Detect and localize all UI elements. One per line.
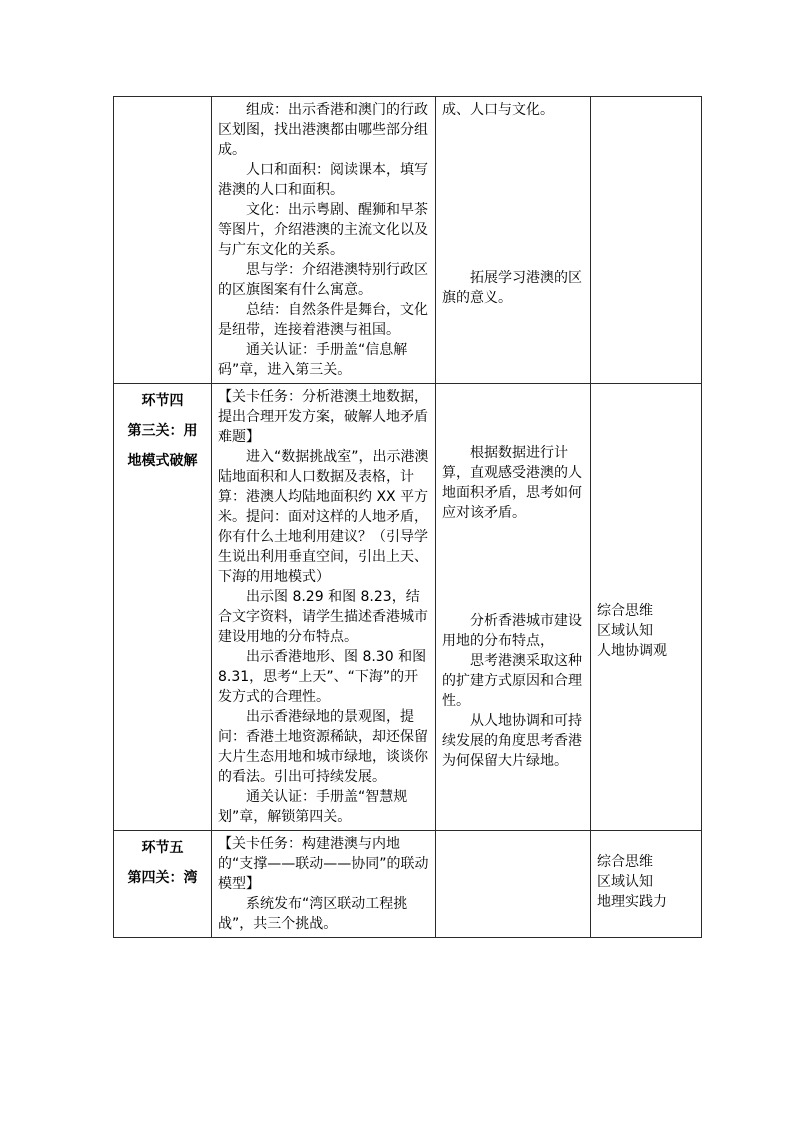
literacy-item: 地理实践力 — [597, 894, 667, 910]
student-step: 从人地协调和可持续发展的角度思考香港为何保留大片绿地。 — [442, 713, 582, 769]
student-step: 拓展学习港澳的区旗的意义。 — [442, 270, 582, 306]
student-activity-cell — [436, 831, 591, 938]
teacher-step: 组成：出示香港和澳门的行政区划图，找出港澳都由哪些部分组成。 — [218, 102, 428, 158]
student-step: 分析香港城市建设用地的分布特点， — [442, 613, 582, 649]
student-step: 根据数据进行计算，直观感受港澳的人地面积矛盾，思考如何应对该矛盾。 — [442, 445, 582, 521]
literacy-cell — [591, 831, 702, 938]
section-stage: 地模式破解 — [127, 453, 198, 469]
teacher-step: 思与学：介绍港澳特别行政区的区旗图案有什么寓意。 — [218, 262, 428, 298]
literacy-cell — [591, 384, 702, 831]
table-row — [114, 831, 702, 938]
table-row — [114, 384, 702, 831]
student-step: 成、人口与文化。 — [442, 102, 554, 118]
teacher-step: 文化：出示粤剧、醒狮和早茶等图片，介绍港澳的主流文化以及与广东文化的关系。 — [218, 202, 428, 258]
section-stage: 第三关：用 — [127, 423, 198, 439]
student-activity-cell — [436, 384, 591, 831]
literacy-item: 区域认知 — [597, 874, 653, 890]
section-name: 环节四 — [141, 393, 184, 409]
teacher-activity-cell — [212, 831, 436, 938]
teacher-step: 出示香港地形、图 8.30 和图 8.31，思考“上天”、“下海”的开发方式的合理性。 — [218, 649, 427, 705]
teacher-step: 出示图 8.29 和图 8.23，结合文字资料，请学生描述香港城市建设用地的分布特点。 — [218, 589, 428, 645]
task-heading: 【关卡任务：分析港澳土地数据，提出合理开发方案，破解人地矛盾难题】 — [218, 389, 428, 445]
literacy-item: 综合思维 — [597, 854, 653, 870]
section-name: 环节五 — [141, 840, 184, 856]
literacy-cell — [591, 97, 702, 384]
student-activity-cell — [436, 97, 591, 384]
task-heading: 【关卡任务：构建港澳与内地的“支撑——联动——协同”的联动模型】 — [218, 836, 429, 892]
teacher-step: 系统发布“湾区联动工程挑战”，共三个挑战。 — [218, 896, 408, 932]
teacher-activity-cell — [212, 384, 436, 831]
section-cell — [114, 831, 212, 938]
section-cell — [114, 97, 212, 384]
teacher-step: 通关认证：手册盖“智慧规划”章，解锁第四关。 — [218, 789, 408, 825]
teacher-step: 通关认证：手册盖“信息解码”章，进入第三关。 — [218, 342, 408, 378]
teacher-step: 进入“数据挑战室”，出示港澳陆地面积和人口数据及表格，计算：港澳人均陆地面积约 XX 平方米。提问：面对这样的人地矛盾，你有什么土地利用建议？（引导学生说出利用垂直空间，引出上天、下海的用地模式） — [218, 449, 429, 585]
teacher-step: 出示香港绿地的景观图，提问：香港土地资源稀缺，却还保留大片生态用地和城市绿地，谈谈你的看法。引出可持续发展。 — [218, 709, 428, 785]
teacher-activity-cell — [212, 97, 436, 384]
section-stage: 第四关：湾 — [127, 870, 198, 886]
table-row — [114, 97, 702, 384]
lesson-plan-table — [113, 96, 702, 938]
student-step: 思考港澳采取这种的扩建方式原因和合理性。 — [442, 653, 582, 709]
literacy-item: 人地协调观 — [597, 643, 667, 659]
section-cell — [114, 384, 212, 831]
teacher-step: 人口和面积：阅读课本，填写港澳的人口和面积。 — [218, 162, 428, 198]
literacy-item: 区域认知 — [597, 623, 653, 639]
literacy-item: 综合思维 — [597, 603, 653, 619]
teacher-step: 总结：自然条件是舞台，文化是纽带，连接着港澳与祖国。 — [218, 302, 428, 338]
